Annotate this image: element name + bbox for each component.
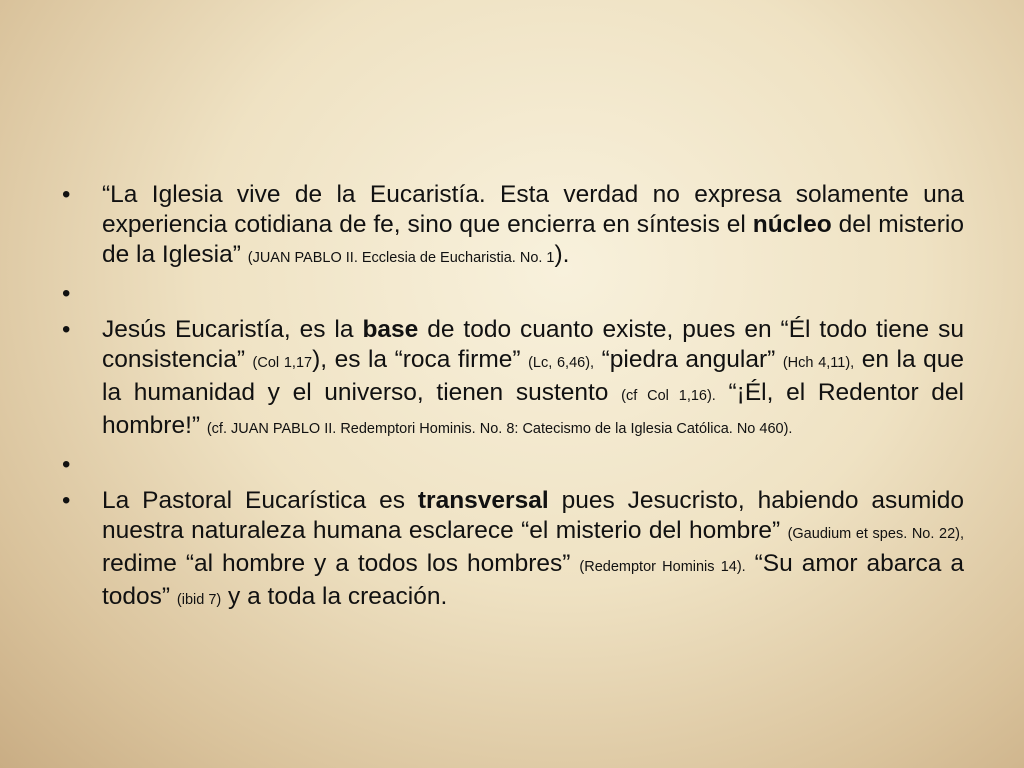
bullet-text: y a toda la creación. xyxy=(221,583,448,610)
bullet-dot: • xyxy=(62,487,71,514)
bullet-text: La Pastoral Eucarística es xyxy=(102,487,418,514)
bullet-text: “Su amor abarca a todos” xyxy=(102,550,964,610)
bullet-item-jesus-eucaristia xyxy=(60,315,964,444)
citation: (Redemptor Hominis 14). xyxy=(579,559,746,575)
citation: (JUAN PABLO II. Ecclesia de Eucharistia. No. 1 xyxy=(247,250,555,266)
bullet-text: de todo cuanto existe, pues en “Él todo tiene su consistencia” xyxy=(102,316,964,373)
citation: (cf Col 1,16). xyxy=(621,388,716,404)
bullet-item-empty xyxy=(60,450,964,480)
bullet-text: ). xyxy=(554,241,570,268)
bullet-dot: • xyxy=(62,181,71,208)
citation: (ibid 7) xyxy=(176,592,222,608)
bullet-text: redime “al hombre y a todos los hombres” xyxy=(102,550,580,577)
bullet-list xyxy=(60,180,964,621)
bullet-text: ), es la “roca firme” xyxy=(312,346,529,373)
bold-term-nucleo: núcleo xyxy=(752,211,832,238)
citation: (Lc, 6,46), xyxy=(528,355,595,371)
bullet-item-pastoral-eucaristica xyxy=(60,486,964,615)
bold-term-transversal: transversal xyxy=(417,487,549,514)
bullet-item-empty xyxy=(60,279,964,309)
bullet-text: pues Jesucristo, habiendo asumido nuestra naturaleza humana esclarece “el misterio del hombre” xyxy=(102,487,964,544)
bullet-text: “¡Él, el Redentor del hombre!” xyxy=(102,379,964,439)
bullet-text: del misterio de la Iglesia” xyxy=(102,211,964,268)
citation: (cf. JUAN PABLO II. Redemptori Hominis. No. 8: Catecismo de la Iglesia Católica. No 460). xyxy=(206,421,793,437)
bullet-text: Jesús Eucaristía, es la xyxy=(102,316,363,343)
bold-term-base: base xyxy=(362,316,419,343)
citation: (Hch 4,11), xyxy=(782,355,855,371)
bullet-text: “piedra angular” xyxy=(594,346,783,373)
bullet-text: en la que la humanidad y el universo, tienen sustento xyxy=(102,346,964,406)
bullet-text: “La Iglesia vive de la Eucaristía. Esta verdad no expresa solamente una experiencia cotidiana de fe, sino que encierra en síntesis el xyxy=(102,181,964,238)
bullet-dot: • xyxy=(62,451,71,478)
citation: (Gaudium et spes. No. 22), xyxy=(787,526,964,542)
bullet-item-eucaristia-iglesia xyxy=(60,180,964,273)
bullet-dot: • xyxy=(62,280,71,307)
bullet-dot: • xyxy=(62,316,71,343)
citation: (Col 1,17 xyxy=(252,355,313,371)
